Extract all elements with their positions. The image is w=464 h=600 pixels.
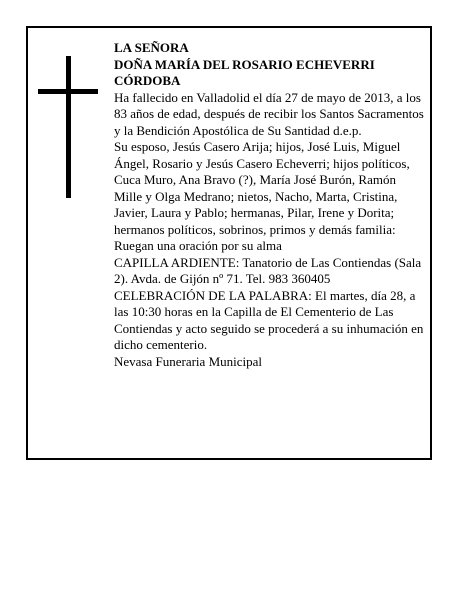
latin-cross-graphic	[38, 56, 98, 198]
deceased-name: DOÑA MARÍA DEL ROSARIO ECHEVERRI CÓRDOBA	[114, 56, 375, 88]
funeral-home-name: Nevasa Funeraria Municipal	[114, 353, 263, 369]
ceremony-info: CELEBRACIÓN DE LA PALABRA: El martes, día 28, a las 10:30 horas en la Capilla de El Cementerio de Las Contiendas y acto seguido se procederá a su inhumación en dicho cementerio.	[114, 287, 424, 352]
notice-heading: LA SEÑORA	[114, 40, 189, 55]
funeral-chapel-info: CAPILLA ARDIENTE: Tanatorio de Las Contiendas (Sala 2). Avda. de Gijón nº 71. Tel. 983 360405	[114, 254, 422, 286]
prayer-request: Ruegan una oración por su alma	[114, 238, 282, 253]
obituary-notice	[26, 26, 432, 460]
latin-cross-icon	[38, 56, 98, 203]
family-list: Su esposo, Jesús Casero Arija; hijos, José Luis, Miguel Ángel, Rosario y Jesús Casero Echeverri; hijos políticos, Cuca Muro, Ana Bravo (?), María José Burón, Ramón Mille y Olga Medrano; nietos, Nacho, Marta, Cristina, Javier, Laura y Pablo; hermanas, Pilar, Irene y Dorita; hermanos políticos, sobrinos, primos y demás familia:	[114, 139, 410, 237]
death-announcement: Ha fallecido en Valladolid el día 27 de mayo de 2013, a los 83 años de edad, después de recibir los Santos Sacramentos y la Bendición Apostólica de Su Santidad d.e.p.	[114, 89, 424, 138]
notice-content	[114, 40, 424, 370]
